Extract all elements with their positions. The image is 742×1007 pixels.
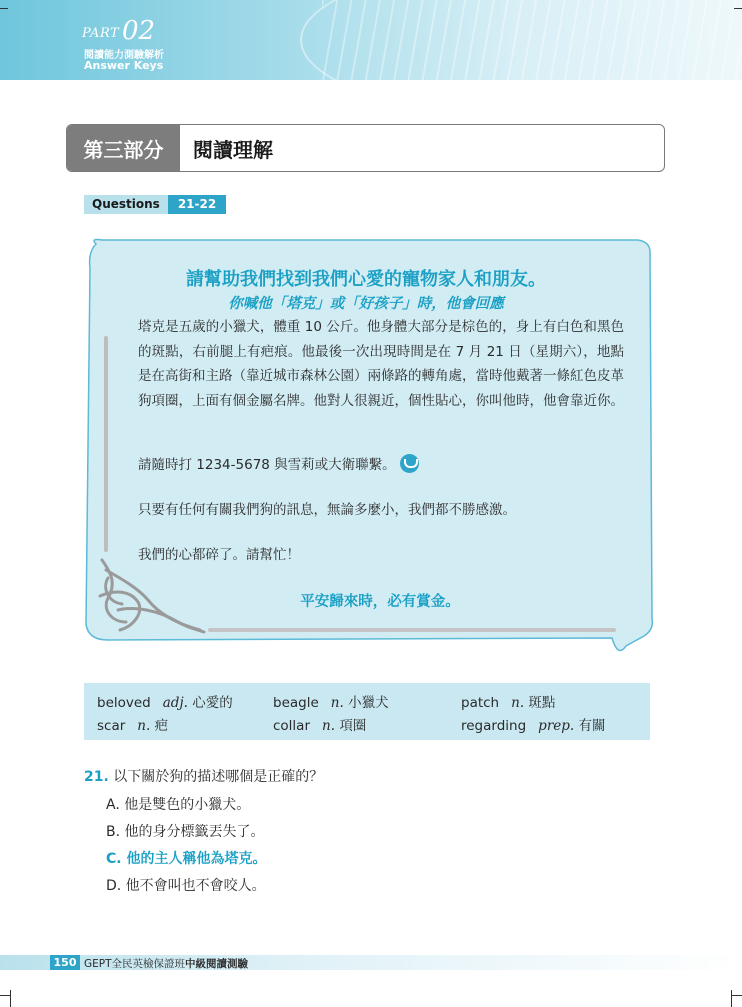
notice-contact: 請隨時打 1234-5678 與雪莉或大衛聯繫。 (138, 457, 396, 473)
vocab-word: beagle (273, 695, 319, 711)
section-name-chinese: 閱讀能力測驗解析 (84, 50, 164, 61)
vocab-word: beloved (97, 695, 151, 711)
vocab-meaning: 有關 (578, 718, 606, 734)
vocab-item (461, 691, 555, 711)
vocab-pos: n. (511, 695, 525, 711)
questions-label: Questions (84, 195, 168, 214)
vocab-pos: prep. (538, 718, 575, 734)
notice-contact-line (138, 453, 419, 473)
notice-any-news: 只要有任何有關我們狗的訊息，無論多麼小，我們都不勝感激。 (138, 502, 516, 518)
vocab-item (273, 714, 366, 734)
crop-mark (734, 8, 742, 9)
vocab-meaning: 項圈 (339, 718, 367, 734)
notice-reward: 平安歸來時，必有賞金。 (300, 594, 460, 610)
notice-bottom-bar (208, 628, 616, 632)
notice-subtitle: 你喊他「塔克」或「好孩子」時，他會回應 (228, 296, 504, 312)
page-number: 150 (50, 955, 80, 970)
crop-mark (10, 990, 11, 1007)
vocab-pos: n. (330, 695, 344, 711)
vocab-pos: n. (137, 718, 151, 734)
section-title-box (66, 124, 665, 172)
vocab-pos: n. (322, 718, 336, 734)
vocab-item (273, 691, 389, 711)
notice-title: 請幫助我們找到我們心愛的寵物家人和朋友。 (186, 269, 546, 290)
vocab-meaning: 小獵犬 (348, 695, 389, 711)
vocab-pos: adj. (162, 695, 188, 711)
questions-range: 21-22 (168, 195, 226, 214)
vocab-word: collar (273, 718, 311, 734)
book-title-prefix: GEPT全民英檢保證班 (84, 958, 186, 970)
crop-mark (0, 995, 10, 996)
notice-body-paragraph: 塔克是五歲的小獵犬，體重 10 公斤。他身體大部分是棕色的，身上有白色和黑色的斑點，右前腿上有疤痕。他最後一次出現時間是在 7 月 21 日（星期六），地點是在高街和主路（靠近城市森林公園）兩條路的轉角處，當時他戴著一條紅色皮革狗項圈，上面有個金屬名牌。他對人很親近，個性貼心，你叫他時，他會靠近你。 (138, 319, 624, 409)
vocab-word: patch (461, 695, 500, 711)
crop-mark (732, 995, 742, 996)
section-title: 閱讀理解 (193, 137, 273, 162)
crop-mark (731, 990, 732, 1007)
vocab-item (461, 714, 606, 734)
part-number: 02 (122, 16, 156, 46)
vocabulary-box (84, 683, 650, 740)
question-number: 21. (84, 769, 109, 785)
answer-option-b: B. 他的身分標籤丟失了。 (106, 824, 265, 840)
question-text: 以下關於狗的描述哪個是正確的？ (113, 769, 324, 785)
part-label: PART (82, 26, 120, 41)
answer-option-a: A. 他是雙色的小獵犬。 (106, 797, 251, 813)
vocab-item (97, 714, 168, 734)
phone-icon (400, 454, 419, 473)
vocab-meaning: 斑點 (528, 695, 556, 711)
vocab-meaning: 疤 (154, 718, 169, 734)
vocab-word: scar (97, 718, 126, 734)
footer-book-title (84, 956, 248, 971)
questions-tag (84, 195, 226, 214)
book-title-bold: 中級閱讀測驗 (185, 958, 249, 970)
vocab-item (97, 691, 233, 711)
notice-heartbroken: 我們的心都碎了。請幫忙！ (138, 547, 300, 563)
vocab-word: regarding (461, 718, 527, 734)
page-curve-decoration (300, 0, 742, 80)
answer-option-d: D. 他不會叫也不會咬人。 (106, 878, 266, 894)
section-part-tab: 第三部分 (67, 125, 180, 171)
question-stem (84, 766, 323, 786)
header-banner (0, 0, 742, 80)
section-name-english: Answer Keys (84, 59, 164, 72)
vocab-meaning: 心愛的 (192, 695, 233, 711)
notice-left-bar (104, 336, 108, 552)
answer-option-c-correct: C. 他的主人稱他為塔克。 (106, 851, 267, 867)
crop-mark (0, 8, 8, 9)
